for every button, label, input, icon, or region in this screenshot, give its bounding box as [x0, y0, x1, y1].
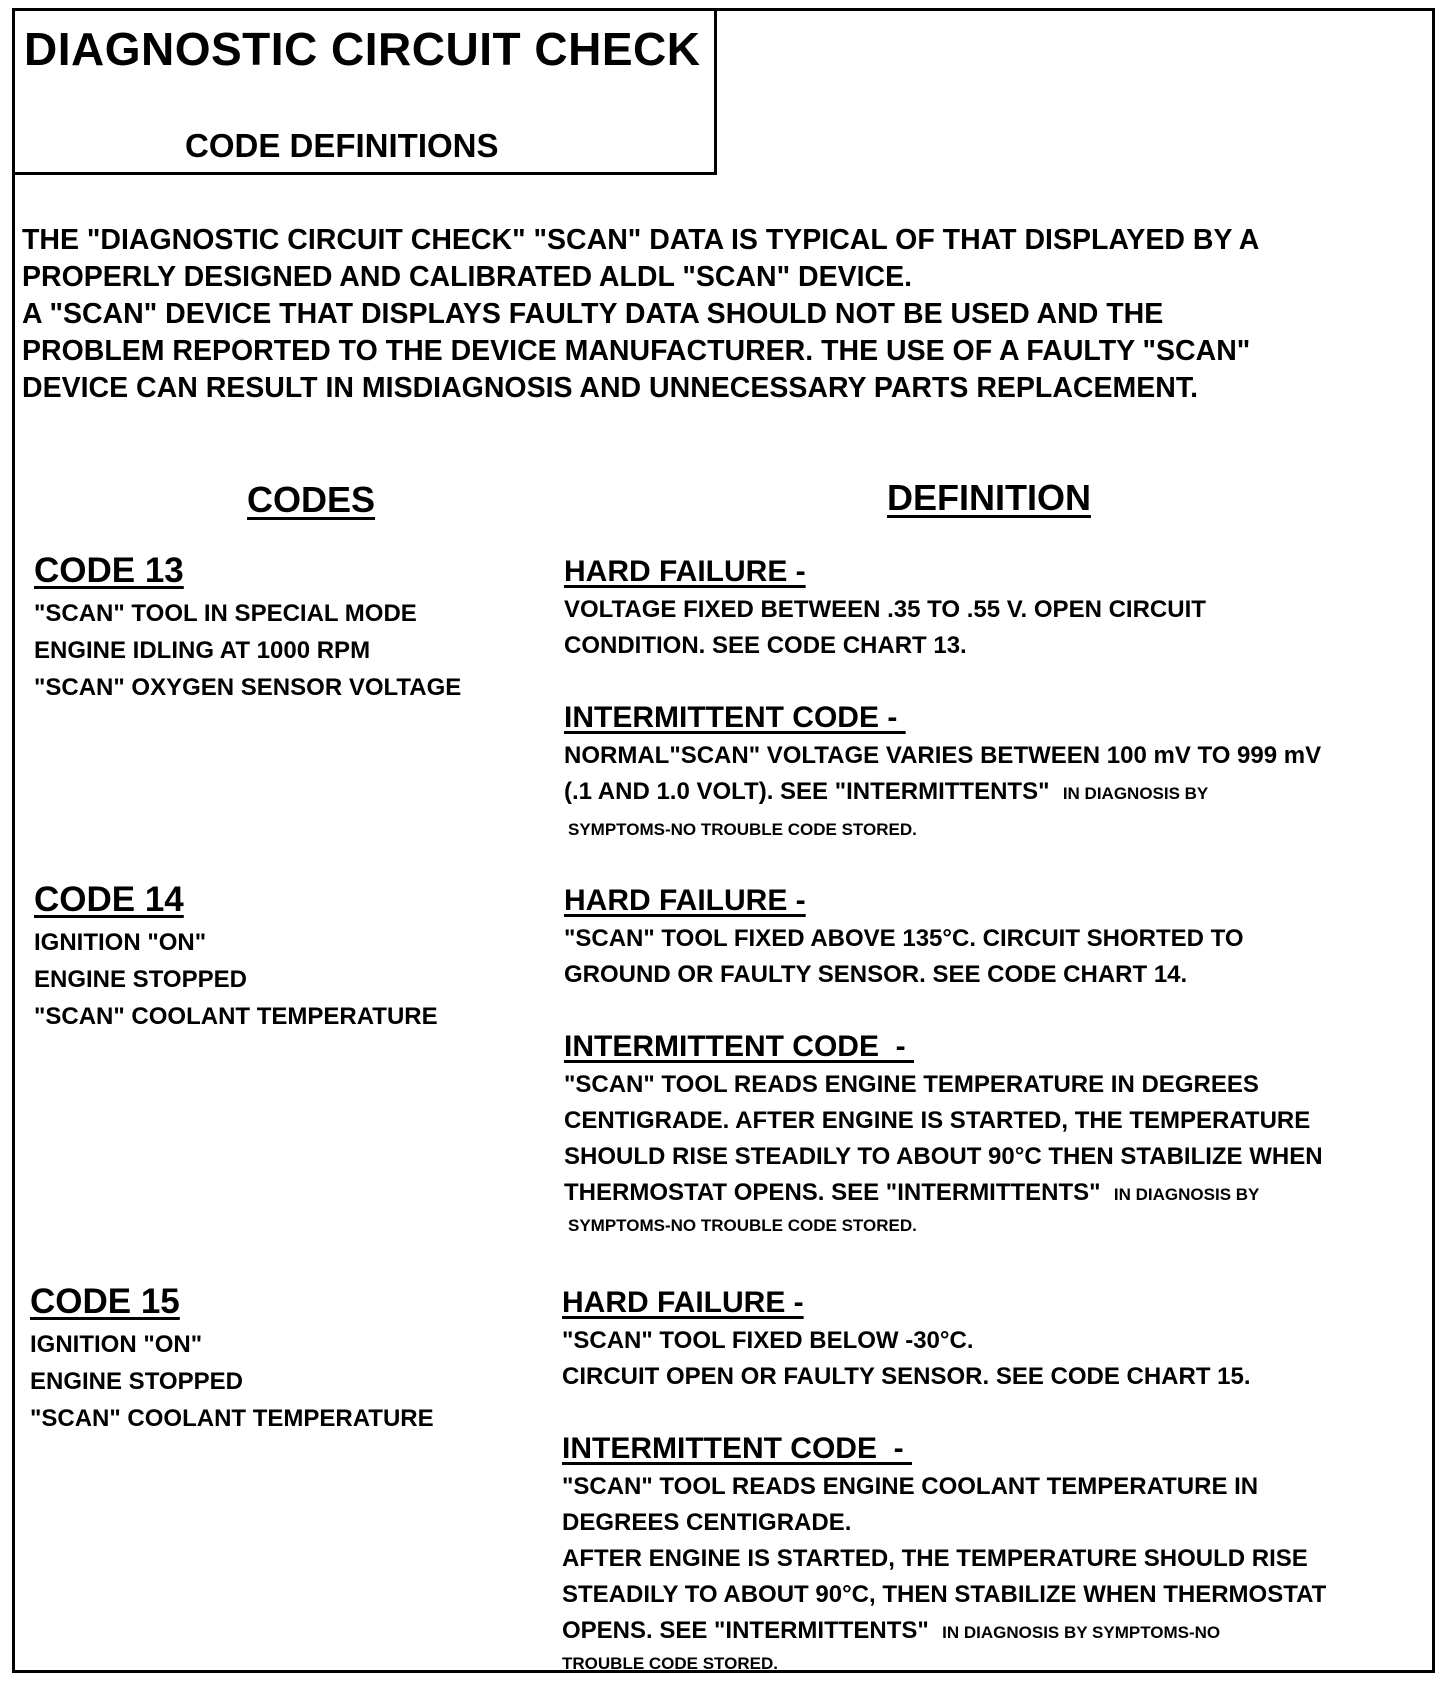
definition-line: NORMAL"SCAN" VOLTAGE VARIES BETWEEN 100 mV TO 999 mV [564, 742, 1322, 769]
condition-line: IGNITION "ON" [34, 929, 207, 956]
definition-line-small: IN DIAGNOSIS BY [1113, 1185, 1260, 1204]
definition-line: SHOULD RISE STEADILY TO ABOUT 90°C THEN STABILIZE WHEN [564, 1143, 1323, 1170]
intro-line: DEVICE CAN RESULT IN MISDIAGNOSIS AND UNNECESSARY PARTS REPLACEMENT. [22, 372, 1199, 404]
definition-line: CENTIGRADE. AFTER ENGINE IS STARTED, THE TEMPERATURE [564, 1107, 1311, 1134]
code-15-hard-failure-text [562, 1323, 1251, 1395]
code-13-hard-failure-text [564, 592, 1206, 664]
code-13-hard-failure-heading: HARD FAILURE - [564, 555, 806, 588]
page-title: DIAGNOSTIC CIRCUIT CHECK [24, 23, 701, 75]
code-15-title: CODE 15 [30, 1282, 180, 1321]
definition-line: CIRCUIT OPEN OR FAULTY SENSOR. SEE CODE CHART 15. [562, 1363, 1251, 1390]
condition-line: "SCAN" COOLANT TEMPERATURE [30, 1405, 434, 1432]
condition-line: "SCAN" OXYGEN SENSOR VOLTAGE [34, 674, 462, 701]
definition-line: "SCAN" TOOL FIXED ABOVE 135°C. CIRCUIT SHORTED TO [564, 925, 1244, 952]
code-14-hard-failure-text [564, 921, 1244, 993]
definition-line [562, 1613, 1326, 1651]
intro-line: PROBLEM REPORTED TO THE DEVICE MANUFACTURER. THE USE OF A FAULTY "SCAN" [22, 335, 1251, 367]
intro-paragraph [22, 222, 1422, 407]
code-14-intermittent-heading: INTERMITTENT CODE - [564, 1030, 914, 1063]
condition-line: ENGINE IDLING AT 1000 RPM [34, 637, 371, 664]
code-15-intermittent-text [562, 1469, 1326, 1677]
definition-line-small: IN DIAGNOSIS BY SYMPTOMS-NO [942, 1623, 1221, 1642]
code-13-title: CODE 13 [34, 551, 184, 590]
definition-line: "SCAN" TOOL FIXED BELOW -30°C. [562, 1327, 974, 1354]
code-14-title: CODE 14 [34, 880, 184, 919]
definition-line [564, 774, 1321, 812]
definition-line: "SCAN" TOOL READS ENGINE COOLANT TEMPERATURE IN [562, 1473, 1259, 1500]
definition-line-main: THERMOSTAT OPENS. SEE "INTERMITTENTS" [564, 1179, 1101, 1206]
definition-line-main: OPENS. SEE "INTERMITTENTS" [562, 1617, 929, 1644]
code-15-hard-failure-heading: HARD FAILURE - [562, 1286, 804, 1319]
code-14-conditions [34, 924, 438, 1035]
definition-line: DEGREES CENTIGRADE. [562, 1509, 852, 1536]
page-subtitle: CODE DEFINITIONS [185, 127, 499, 164]
definition-line-small: TROUBLE CODE STORED. [562, 1654, 778, 1673]
code-15-intermittent-heading: INTERMITTENT CODE - [562, 1432, 912, 1465]
intro-line: A "SCAN" DEVICE THAT DISPLAYS FAULTY DATA SHOULD NOT BE USED AND THE [22, 298, 1164, 330]
intro-line: THE "DIAGNOSTIC CIRCUIT CHECK" "SCAN" DATA IS TYPICAL OF THAT DISPLAYED BY A [22, 224, 1260, 256]
code-13-conditions [34, 595, 461, 706]
definition-line: STEADILY TO ABOUT 90°C, THEN STABILIZE WHEN THERMOSTAT [562, 1581, 1327, 1608]
definition-line: CONDITION. SEE CODE CHART 13. [564, 632, 967, 659]
condition-line: ENGINE STOPPED [34, 966, 247, 993]
condition-line: "SCAN" TOOL IN SPECIAL MODE [34, 600, 417, 627]
code-15-conditions [30, 1326, 434, 1437]
intro-line: PROPERLY DESIGNED AND CALIBRATED ALDL "SCAN" DEVICE. [22, 261, 913, 293]
definition-line: AFTER ENGINE IS STARTED, THE TEMPERATURE SHOULD RISE [562, 1545, 1308, 1572]
code-14-intermittent-text [564, 1067, 1323, 1239]
definition-column-header: DEFINITION [887, 477, 1091, 518]
code-13-intermittent-heading: INTERMITTENT CODE - [564, 701, 906, 734]
condition-line: ENGINE STOPPED [30, 1368, 243, 1395]
definition-line-main: (.1 AND 1.0 VOLT). SEE "INTERMITTENTS" [564, 778, 1050, 805]
definition-line-small: IN DIAGNOSIS BY [1062, 784, 1209, 803]
code-13-intermittent-text [564, 738, 1321, 848]
definition-line-small: SYMPTOMS-NO TROUBLE CODE STORED. [568, 820, 917, 839]
codes-column-header: CODES [247, 479, 376, 520]
condition-line: "SCAN" COOLANT TEMPERATURE [34, 1003, 438, 1030]
definition-line: "SCAN" TOOL READS ENGINE TEMPERATURE IN DEGREES [564, 1071, 1259, 1098]
condition-line: IGNITION "ON" [30, 1331, 203, 1358]
code-14-hard-failure-heading: HARD FAILURE - [564, 884, 806, 917]
definition-line: VOLTAGE FIXED BETWEEN .35 TO .55 V. OPEN CIRCUIT [564, 596, 1206, 623]
definition-line: GROUND OR FAULTY SENSOR. SEE CODE CHART 14. [564, 961, 1188, 988]
definition-line [564, 1175, 1323, 1213]
definition-line-small: SYMPTOMS-NO TROUBLE CODE STORED. [568, 1216, 917, 1235]
